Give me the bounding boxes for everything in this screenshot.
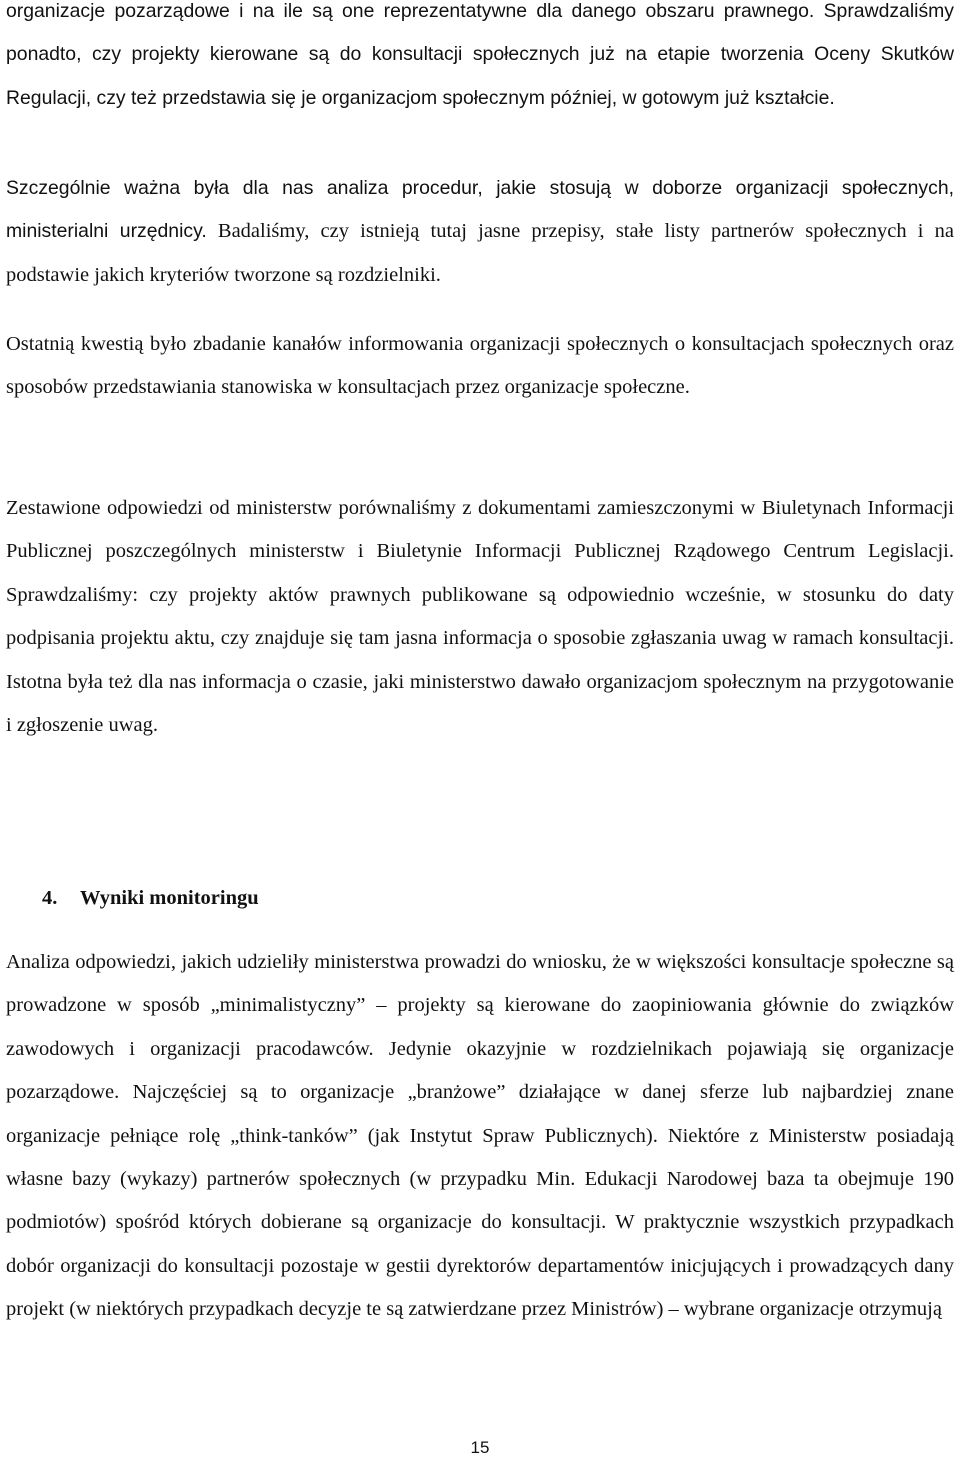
- page-number: 15: [470, 1438, 490, 1457]
- section-number: 4.: [42, 887, 58, 909]
- paragraph-procedures-analysis: [6, 167, 954, 297]
- paragraph-methodology-scope: [6, 0, 954, 120]
- paragraph-text-sans: Szczególnie ważna była dla nas analiza procedur, jakie stosują w doborze organizacji społecznych, ministerialni urzędnicy.: [6, 177, 954, 243]
- paragraph-text: Zestawione odpowiedzi od ministerstw porównaliśmy z dokumentami zamieszczonymi w Biuletynach Informacji Publicznej poszczególnych ministerstw i Biuletynie Informacji Publicznej Rządowego Centrum Legislacji. Sprawdzaliśmy: czy projekty aktów prawnych publikowane są odpowiednio wcześnie, w stosunku do daty podpisania projektu aktu, czy znajduje się tam jasna informacja o sposobie zgłaszania uwag w ramach konsultacji. Istotna była też dla nas informacja o czasie, jaki ministerstwo dawało organizacjom społecznym na przygotowanie i zgłoszenie uwag.: [6, 497, 954, 737]
- paragraph-monitoring-results: [6, 941, 954, 1332]
- paragraph-document-comparison: [6, 487, 954, 747]
- section-heading: [42, 884, 259, 912]
- paragraph-text: Analiza odpowiedzi, jakich udzieliły ministerstwa prowadzi do wniosku, że w większości konsultacje społeczne są prowadzone w sposób „minimalistyczny” – projekty są kierowane do zaopiniowania głównie do związków zawodowych i organizacji pracodawców. Jedynie okazyjnie w rozdzielnikach pojawiają się organizacje pozarządowe. Najczęściej są to organizacje „branżowe” działające w danej sferze lub najbardziej znane organizacje pełniące rolę „think-tanków” (jak Instytut Spraw Publicznych). Niektóre z Ministerstw posiadają własne bazy (wykazy) partnerów społecznych (w przypadku Min. Edukacji Narodowej baza ta obejmuje 190 podmiotów) spośród których dobierane są organizacje do konsultacji. W praktycznie wszystkich przypadkach dobór organizacji do konsultacji pozostaje w gestii dyrektorów departamentów inicjujących i prowadzących dany projekt (w niektórych przypadkach decyzje te są zatwierdzane przez Ministrów) – wybrane organizacje otrzymują: [6, 951, 954, 1321]
- paragraph-text: Ostatnią kwestią było zbadanie kanałów informowania organizacji społecznych o konsultacjach społecznych oraz sposobów przedstawiania stanowiska w konsultacjach przez organizacje społeczne.: [6, 333, 954, 399]
- paragraph-text: organizacje pozarządowe i na ile są one reprezentatywne dla danego obszaru prawnego. Sprawdzaliśmy ponadto, czy projekty kierowane są do konsultacji społecznych już na etapie tworzenia Oceny Skutków Regulacji, czy też przedstawia się je organizacjom społecznym później, w gotowym już kształcie.: [6, 0, 954, 109]
- paragraph-information-channels: [6, 323, 954, 410]
- paragraph-text-serif: Badaliśmy, czy istnieją tutaj jasne przepisy, stałe listy partnerów społecznych i na podstawie jakich kryteriów tworzone są rozdzielniki.: [6, 220, 954, 286]
- section-title: Wyniki monitoringu: [80, 887, 259, 909]
